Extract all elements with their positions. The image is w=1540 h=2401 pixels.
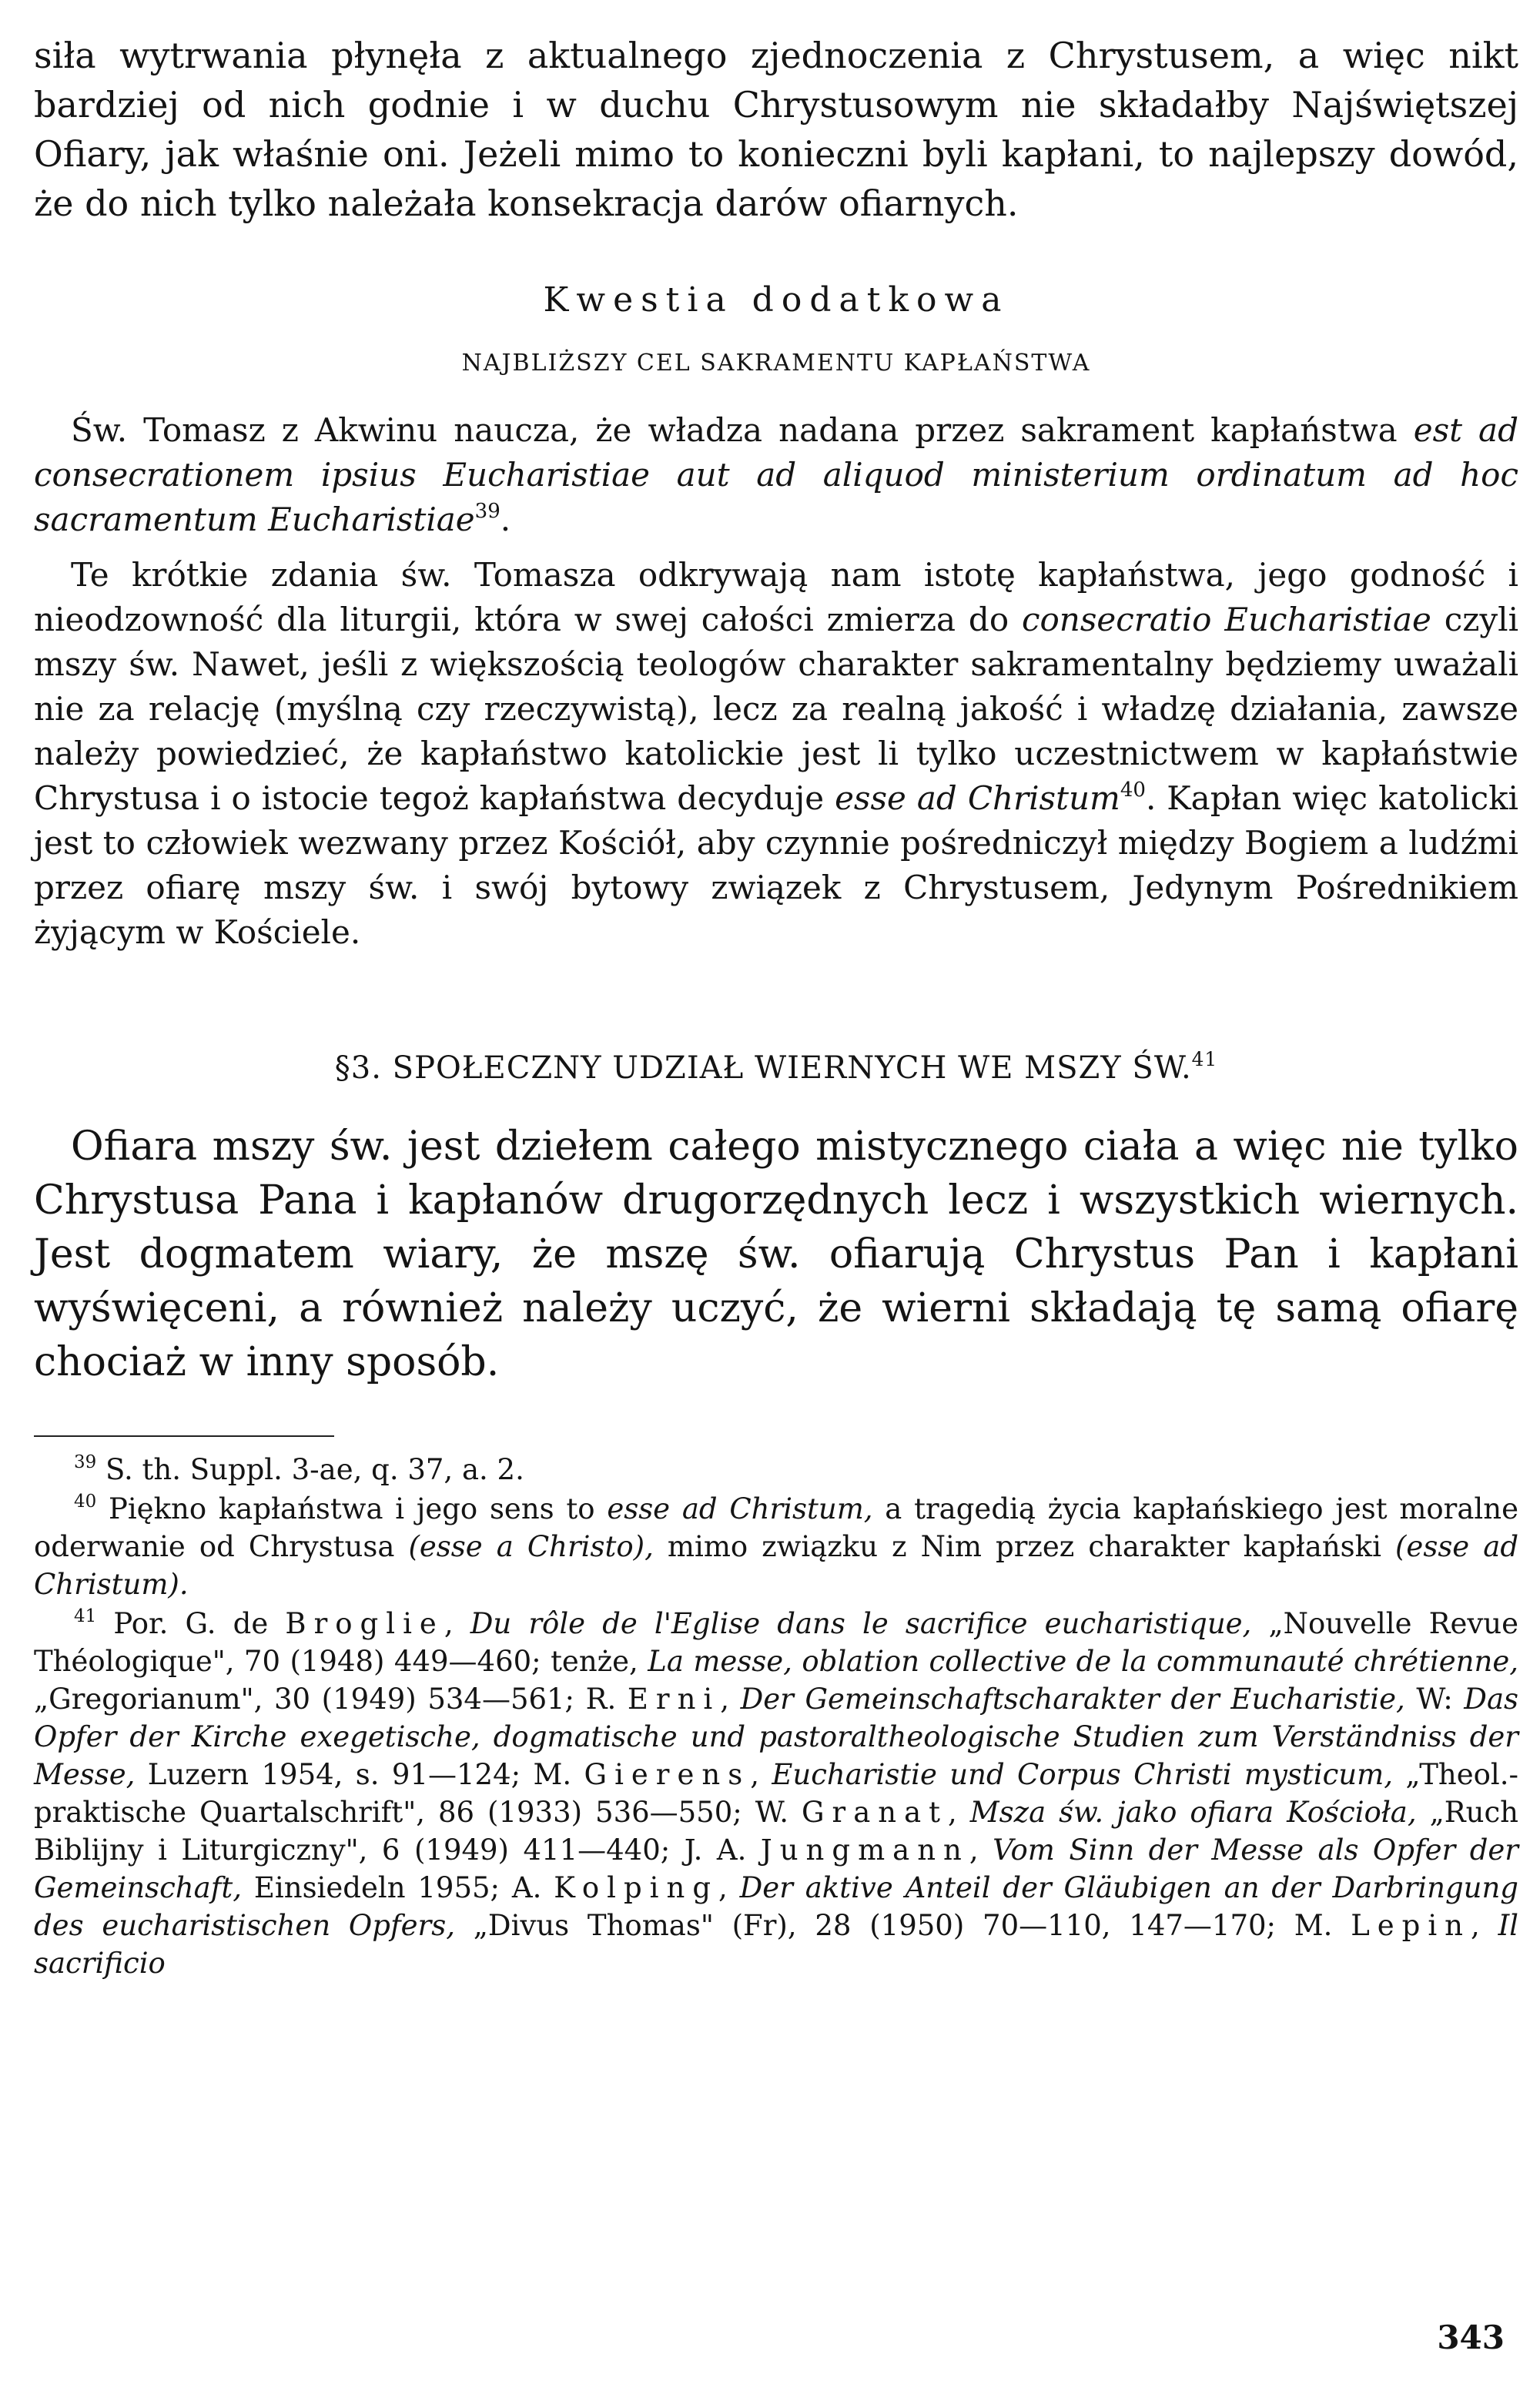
italic-run: esse ad Christum, — [607, 1492, 873, 1525]
text-run: , — [718, 1871, 740, 1904]
paragraph-section: Ofiara mszy św. jest dziełem całego mistycznego ciała a więc nie tylko Chrystusa Pana i kapłanów drugorzędnych lecz i wszystkich wiernych. Jest dogmatem wiary, że mszę św. ofiarują Chrystus Pan i kapłani wyświęceni, a również należy uczyć, że wierni składają tę samą ofiarę chociaż w inny sposób. — [34, 1123, 1518, 1385]
footnote-number: 39 — [74, 1452, 97, 1473]
question-title: NAJBLIŻSZY CEL SAKRAMENTU KAPŁAŃSTWA — [461, 350, 1091, 377]
text-run: „Theol.-praktische Quartalschrift", 86 (1933) 536—550; W. — [34, 1758, 1519, 1829]
text-run: a tragedią życia kapłańskiego jest moralne oderwanie od Chrystusa — [34, 1492, 1518, 1563]
text-run: Por. G. de — [113, 1607, 286, 1640]
footnote-text: S. th. Suppl. 3-ae, q. 37, a. 2. — [105, 1453, 524, 1486]
text-run: , — [720, 1683, 741, 1716]
text-run: „Nouvelle Revue Théologique", 70 (1948) 449—460; tenże, — [34, 1607, 1519, 1678]
text-run: , — [750, 1758, 772, 1791]
italic-run: La messe, oblation collective de la communauté chrétienne, — [648, 1645, 1518, 1678]
footnote-ref-41: 41 — [1191, 1047, 1218, 1070]
text-run: , — [1471, 1909, 1498, 1942]
latin-term: consecratio Eucharistiae — [1021, 601, 1431, 638]
italic-run: Msza św. jako ofiara Kościoła, — [969, 1796, 1417, 1829]
footnote-41 — [34, 1605, 1518, 1982]
text-run: czyli mszy św. Nawet, jeśli z większością teologów charakter sakramentalny będziemy uważali nie za relację (myślną czy rzeczywistą), lecz za realną jakość i władzę działania, zawsze należy powiedzieć, że kapłaństwo katolickie jest li tylko uczestnictwem w kapłaństwie Chrystusa i o istocie tegoż kapłaństwa decyduje — [34, 601, 1519, 817]
italic-run: (esse a Christo), — [408, 1530, 654, 1563]
latin-quote: est ad consecrationem ipsius Eucharistiae aut ad aliquod ministerium ordinatum ad hoc sacramentum Eucharistiae — [34, 411, 1518, 538]
footnote-number: 41 — [74, 1606, 97, 1627]
paragraph-priesthood — [34, 553, 1518, 955]
text-run: mimo związku z Nim przez charakter kapłański — [653, 1530, 1395, 1563]
italic-run: (esse ad Christum). — [34, 1530, 1519, 1601]
author-name: Gierens — [584, 1758, 751, 1791]
section-heading — [34, 1046, 1518, 1090]
text-run: „Gregorianum", 30 (1949) 534—561; R. — [34, 1683, 628, 1716]
author-name: Lepin — [1351, 1909, 1471, 1942]
section-heading-text: §3. SPOŁECZNY UDZIAŁ WIERNYCH WE MSZY ŚW. — [334, 1050, 1192, 1086]
text-run: Te krótkie zdania św. Tomasza odkrywają nam istotę kapłaństwa, jego godność i nieodzowność dla liturgii, która w swej całości zmierza do — [34, 556, 1518, 638]
footnote-40 — [34, 1490, 1518, 1603]
italic-run: Vom Sinn der Messe als Opfer der Gemeinschaft, — [34, 1833, 1518, 1904]
italic-run: Eucharistie und Corpus Christi mysticum, — [772, 1758, 1393, 1791]
page-content — [34, 31, 1518, 1982]
text-run: . Kapłan więc katolicki jest to człowiek wezwany przez Kościół, aby czynnie pośredniczył między Bogiem a ludźmi przez ofiarę mszy św. i swój bytowy związek z Chrystusem, Jedynym Pośrednikiem żyjącym w Kościele. — [34, 779, 1518, 951]
text-run: Luzern 1954, s. 91—124; M. — [135, 1758, 584, 1791]
footnote-ref-40: 40 — [1120, 779, 1146, 802]
author-name: Erni — [627, 1683, 721, 1716]
footnote-ref-39: 39 — [474, 500, 500, 524]
text-run: „Ruch Biblijny i Liturgiczny", 6 (1949) 411—440; J. A. — [34, 1796, 1519, 1867]
footnote-39 — [34, 1451, 1518, 1488]
author-name: Granat — [801, 1796, 949, 1829]
italic-run: Der aktive Anteil der Gläubigen an der Darbringung des eucharistischen Opfers, — [34, 1871, 1518, 1942]
text-run: Einsiedeln 1955; A. — [242, 1871, 554, 1904]
text-run: Św. Tomasz z Akwinu naucza, że władza nadana przez sakrament kapłaństwa — [71, 411, 1414, 449]
italic-run: Il sacrificio — [34, 1909, 1519, 1980]
text-run: , — [444, 1607, 470, 1640]
author-name: Kolping — [554, 1871, 719, 1904]
author-name: Broglie — [285, 1607, 444, 1640]
footnote-divider — [34, 1435, 334, 1437]
text-run: „Divus Thomas" (Fr), 28 (1950) 70—110, 147—170; M. — [454, 1909, 1351, 1942]
paragraph-aquinas — [34, 408, 1518, 542]
text-run: Piękno kapłaństwa i jego sens to — [108, 1492, 608, 1525]
author-name: Jungmann — [760, 1833, 969, 1867]
latin-term: esse ad Christum — [835, 779, 1120, 817]
question-heading: Kwestia dodatkowa — [543, 280, 1009, 320]
text-run: , — [969, 1833, 993, 1867]
italic-run: Das Opfer der Kirche exegetische, dogmatische und pastoraltheologische Studien zum Verständniss der Messe, — [34, 1683, 1518, 1791]
text-run: , — [948, 1796, 970, 1829]
text-run: . — [500, 501, 511, 538]
text-run: W: — [1404, 1683, 1465, 1716]
italic-run: Du rôle de l'Eglise dans le sacrifice eucharistique, — [470, 1607, 1252, 1640]
page-number: 343 — [1437, 2319, 1505, 2356]
footnote-number: 40 — [74, 1492, 97, 1512]
paragraph-intro: siła wytrwania płynęła z aktualnego zjednoczenia z Chrystusem, a więc nikt bardziej od nich godnie i w duchu Chrystusowym nie składałby Najświętszej Ofiary, jak właśnie oni. Jeżeli mimo to konieczni byli kapłani, to najlepszy dowód, że do nich tylko należała konsekracja darów ofiarnych. — [34, 35, 1518, 224]
italic-run: Der Gemeinschaftscharakter der Eucharistie, — [740, 1683, 1405, 1716]
